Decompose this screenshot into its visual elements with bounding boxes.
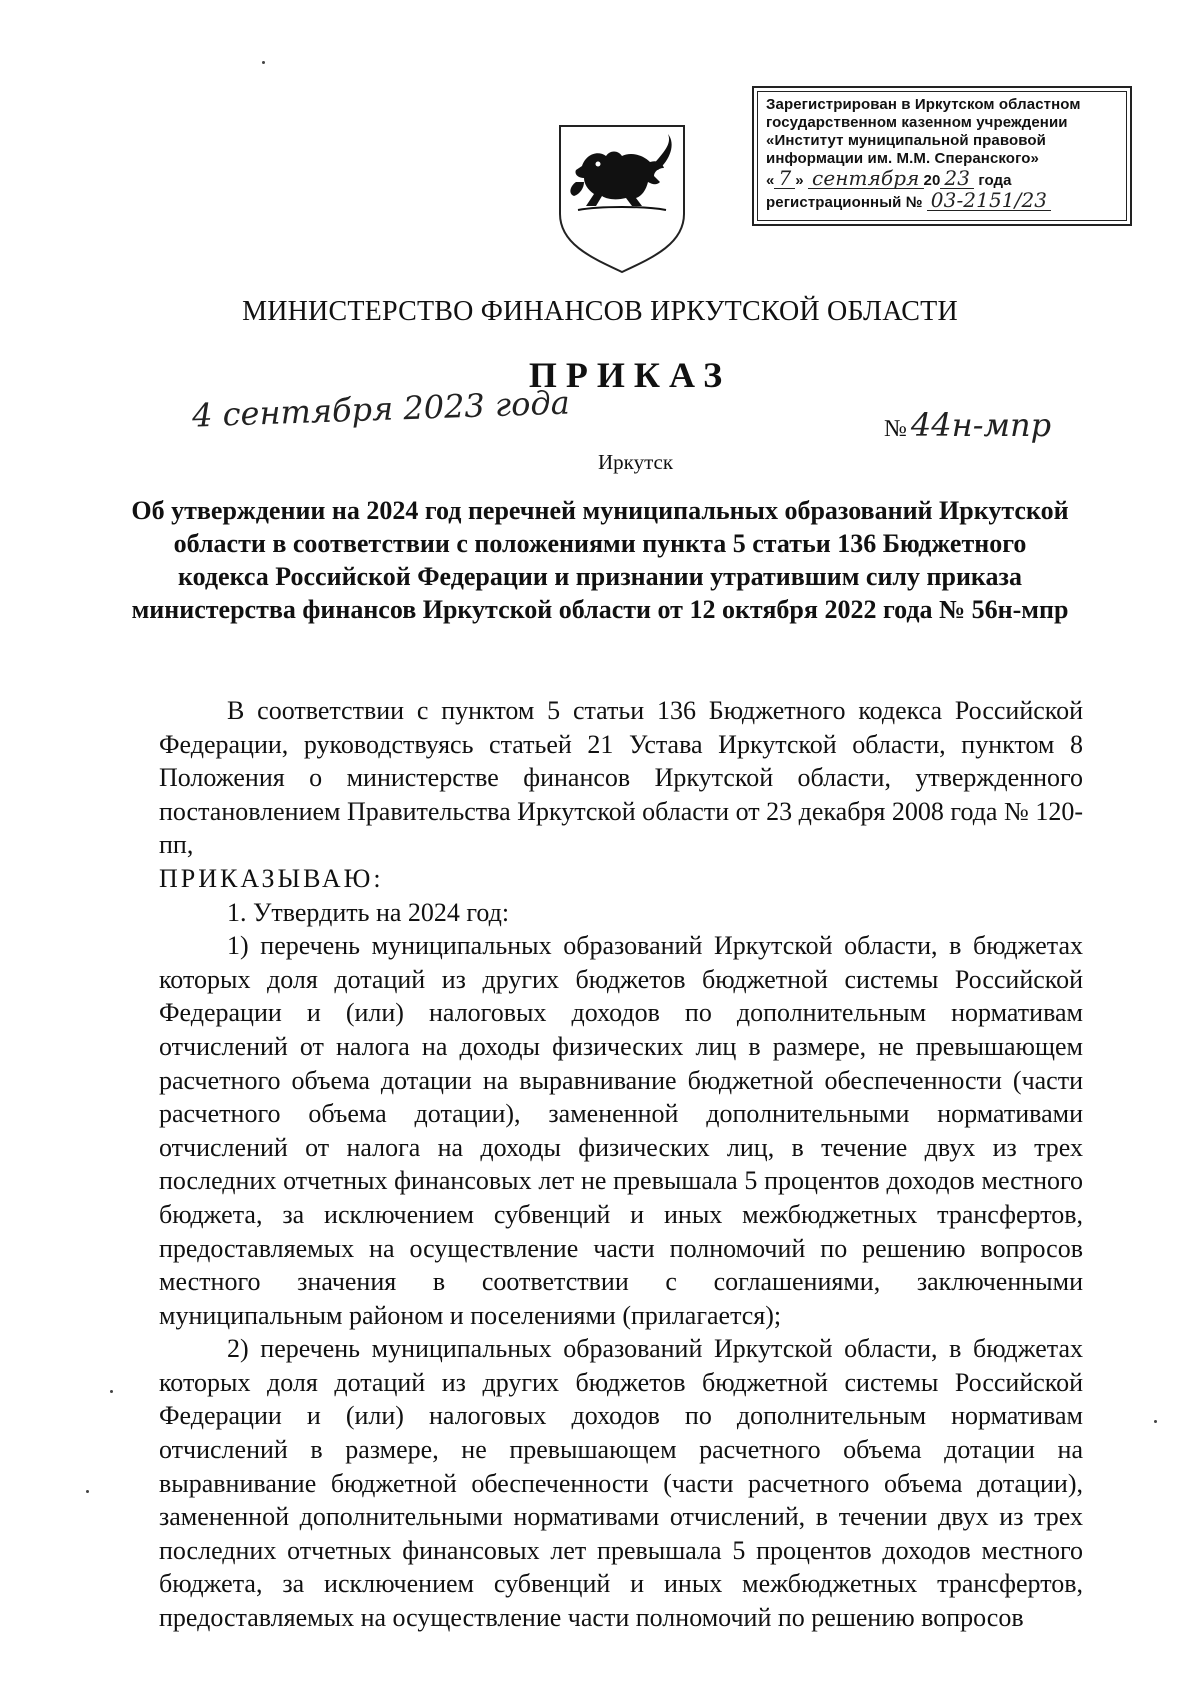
order-subject: Об утверждении на 2024 год перечней муниципальных образований Иркутской области в соответствии с положениями пункта 5 статьи 136 Бюджетного кодекса Российской Федерации и признании утратившим силу приказа министерства финансов Иркутской области от 12 октября 2022 года № 56н-мпр	[131, 496, 1069, 624]
paragraph-item-1-1: 1) перечень муниципальных образований Иркутской области, в бюджетах которых доля дотаций из других бюджетов бюджетной системы Российской Федерации и (или) налоговых доходов по дополнительным нормативам отчислений от налога на доходы физических лиц в размере, не превышающем расчетного объема дотации на выравнивание бюджетной обеспеченности (части расчетного объема дотации), замененной дополнительными нормативами отчислений от налога на доходы физических лиц, в течение двух из трех последних отчетных финансовых лет не превышала 5 процентов доходов местного бюджета, за исключением субвенций и иных межбюджетных трансфертов, предоставляемых на осуществление части полномочий по решению вопросов местного значения в соответствии с соглашениями, заключенными муниципальным районом и поселениями (прилагается);	[159, 931, 1083, 1330]
registration-stamp-inner	[757, 91, 1127, 221]
paragraph-preamble: В соответствии с пунктом 5 статьи 136 Бюджетного кодекса Российской Федерации, руководствуясь статьей 21 Устава Иркутской области, пунктом 8 Положения о министерстве финансов Иркутской области, утвержденного постановлением Правительства Иркутской области от 23 декабря 2008 года № 120-пп,	[159, 696, 1083, 860]
stamp-reg-number: 03-2151/23	[927, 190, 1051, 211]
coat-of-arms-icon	[556, 122, 688, 274]
stamp-date-year: 23	[940, 168, 974, 189]
ministry-name: МИНИСТЕРСТВО ФИНАНСОВ ИРКУТСКОЙ ОБЛАСТИ	[242, 296, 958, 327]
stamp-date-open: «	[766, 172, 775, 189]
stamp-line-1: Зарегистрирован в Иркутском областном	[766, 96, 1081, 113]
paragraph-item-1-2: 2) перечень муниципальных образований Иркутской области, в бюджетах которых доля дотаций из других бюджетов бюджетной системы Российской Федерации и (или) налоговых доходов по дополнительным нормативам отчислений в размере, не превышающем расчетного объема дотации на выравнивание бюджетной обеспеченности (части расчетного объема дотации), замененной дополнительными нормативами отчислений, в течении двух из трех последних отчетных финансовых лет превышала 5 процентов доходов местного бюджета, за исключением субвенций и иных межбюджетных трансфертов, предоставляемых на осуществление части полномочий по решению вопросов	[159, 1334, 1083, 1633]
order-number: 44н-мпр	[910, 406, 1052, 444]
stamp-line-2: государственном казенном учреждении	[766, 114, 1068, 131]
stamp-date-day: 7	[774, 168, 795, 189]
stamp-date-month: сентября	[808, 168, 923, 189]
stamp-date-line	[766, 168, 1118, 190]
order-body	[159, 694, 1083, 1635]
scan-speck	[1154, 1420, 1157, 1423]
city: Иркутск	[598, 450, 674, 474]
scan-speck	[86, 1490, 89, 1493]
paragraph-order-word: ПРИКАЗЫВАЮ:	[159, 863, 384, 893]
stamp-line-3: «Институт муниципальной правовой	[766, 132, 1046, 149]
order-number-block	[884, 406, 1051, 444]
paragraph-item-1: 1. Утвердить на 2024 год:	[227, 897, 510, 927]
signed-date: 4 сентября 2023 года	[191, 383, 571, 435]
scan-speck	[110, 1390, 113, 1393]
scan-speck	[262, 61, 265, 64]
stamp-line-4: информации им. М.М. Сперанского»	[766, 150, 1039, 167]
stamp-date-mid: »	[795, 172, 804, 189]
stamp-date-suffix: года	[978, 172, 1012, 189]
stamp-reg-label: регистрационный №	[766, 194, 923, 211]
stamp-date-year-prefix: 20	[923, 172, 941, 189]
registration-stamp	[752, 86, 1132, 226]
order-number-label: №	[884, 416, 907, 442]
stamp-reg-line	[766, 190, 1118, 212]
order-title: ПРИКАЗ	[528, 355, 732, 395]
